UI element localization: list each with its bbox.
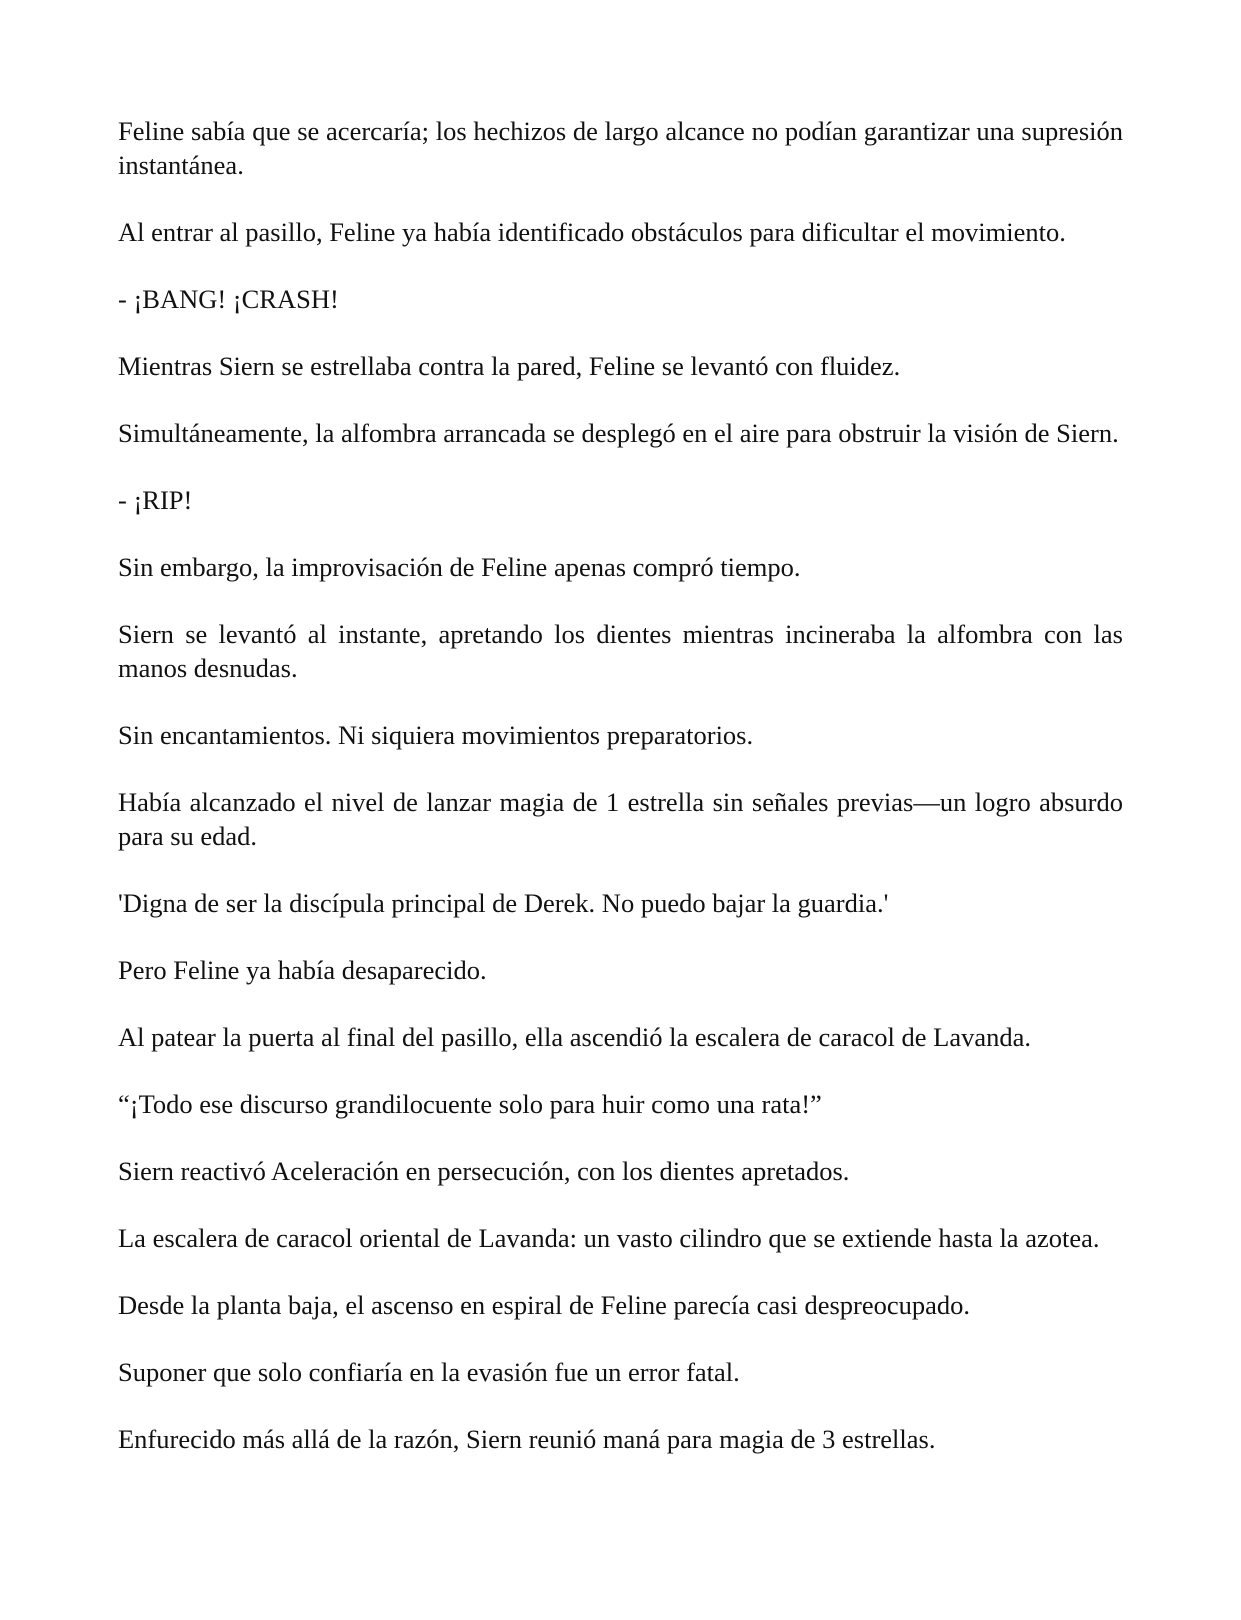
paragraph: 'Digna de ser la discípula principal de Derek. No puedo bajar la guardia.' (118, 888, 889, 918)
paragraph: Al entrar al pasillo, Feline ya había identificado obstáculos para dificultar el movimiento. (118, 217, 1066, 247)
paragraph: Al patear la puerta al final del pasillo, ella ascendió la escalera de caracol de Lavanda. (118, 1022, 1032, 1052)
paragraph: Había alcanzado el nivel de lanzar magia de 1 estrella sin señales previas—un logro absurdo para su edad. (118, 787, 1123, 851)
paragraph: Pero Feline ya había desaparecido. (118, 955, 487, 985)
paragraph: - ¡BANG! ¡CRASH! (118, 284, 339, 314)
paragraph: Enfurecido más allá de la razón, Siern reunió maná para magia de 3 estrellas. (118, 1424, 936, 1454)
paragraph: Feline sabía que se acercaría; los hechizos de largo alcance no podían garantizar una supresión instantánea. (118, 116, 1123, 180)
paragraph: Desde la planta baja, el ascenso en espiral de Feline parecía casi despreocupado. (118, 1290, 971, 1320)
document-page (118, 114, 1123, 1489)
paragraph: Sin embargo, la improvisación de Feline apenas compró tiempo. (118, 552, 801, 582)
paragraph: Siern se levantó al instante, apretando los dientes mientras incineraba la alfombra con las manos desnudas. (118, 619, 1123, 683)
paragraph: Suponer que solo confiaría en la evasión fue un error fatal. (118, 1357, 740, 1387)
paragraph: “¡Todo ese discurso grandilocuente solo para huir como una rata!” (118, 1089, 822, 1119)
paragraph: Siern reactivó Aceleración en persecución, con los dientes apretados. (118, 1156, 850, 1186)
paragraph: - ¡RIP! (118, 485, 193, 515)
paragraph: La escalera de caracol oriental de Lavanda: un vasto cilindro que se extiende hasta la azotea. (118, 1223, 1100, 1253)
paragraph: Sin encantamientos. Ni siquiera movimientos preparatorios. (118, 720, 754, 750)
paragraph: Simultáneamente, la alfombra arrancada se desplegó en el aire para obstruir la visión de Siern. (118, 418, 1119, 448)
paragraph: Mientras Siern se estrellaba contra la pared, Feline se levantó con fluidez. (118, 351, 901, 381)
